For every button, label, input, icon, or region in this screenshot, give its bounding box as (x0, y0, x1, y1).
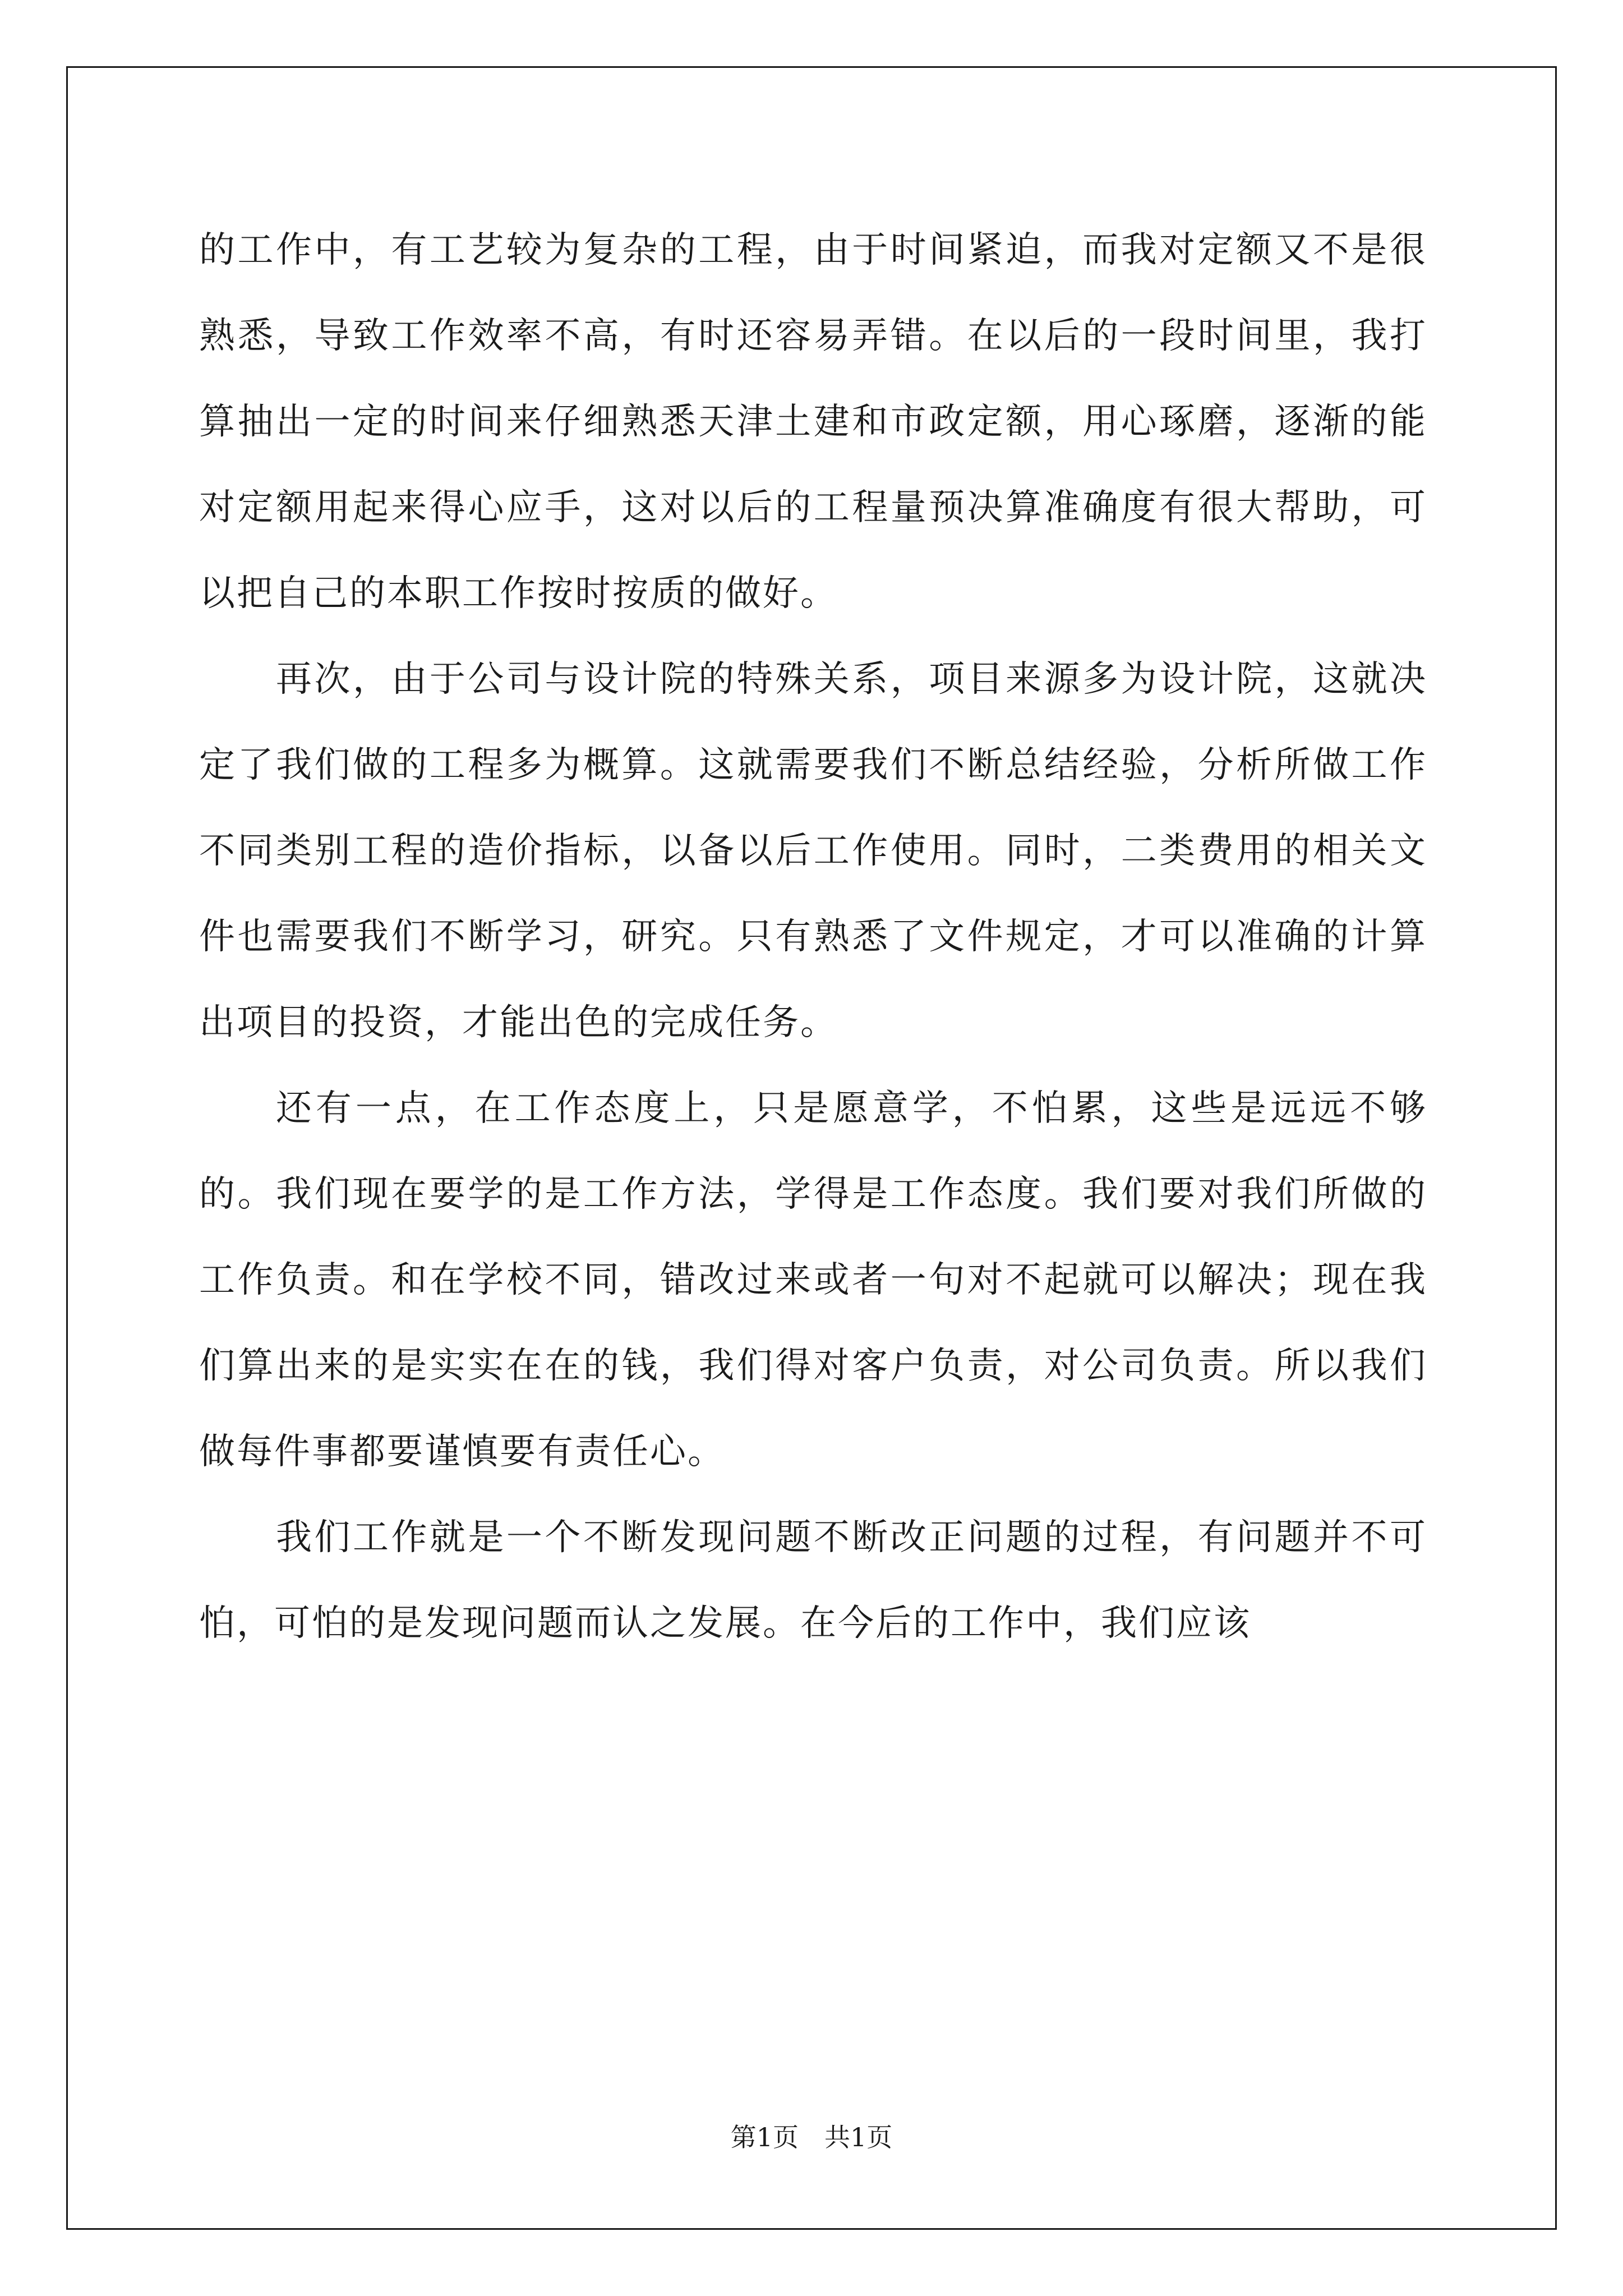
paragraph: 的工作中，有工艺较为复杂的工程，由于时间紧迫，而我对定额又不是很熟悉，导致工作效率不高，有时还容易弄错。在以后的一段时间里，我打算抽出一定的时间来仔细熟悉天津土建和市政定额，用心琢磨，逐渐的能对定额用起来得心应手，这对以后的工程量预决算准确度有很大帮助，可以把自己的本职工作按时按质的做好。 (199, 229, 1427, 614)
page-number-text: 第1页 共1页 (730, 2122, 893, 2152)
paragraph: 我们工作就是一个不断发现问题不断改正问题的过程，有问题并不可怕，可怕的是发现问题而认之发展。在今后的工作中，我们应该 (199, 1517, 1427, 1644)
paragraph: 再次，由于公司与设计院的特殊关系，项目来源多为设计院，这就决定了我们做的工程多为概算。这就需要我们不断总结经验，分析所做工作不同类别工程的造价指标，以备以后工作使用。同时，二类费用的相关文件也需要我们不断学习，研究。只有熟悉了文件规定，才可以准确的计算出项目的投资，才能出色的完成任务。 (199, 659, 1427, 1043)
paragraph: 还有一点，在工作态度上，只是愿意学，不怕累，这些是远远不够的。我们现在要学的是工作方法，学得是工作态度。我们要对我们所做的工作负责。和在学校不同，错改过来或者一句对不起就可以解决；现在我们算出来的是实实在在的钱，我们得对客户负责，对公司负责。所以我们做每件事都要谨慎要有责任心。 (199, 1088, 1427, 1473)
page-number-footer (0, 2120, 1623, 2154)
document-body (199, 208, 1427, 1667)
